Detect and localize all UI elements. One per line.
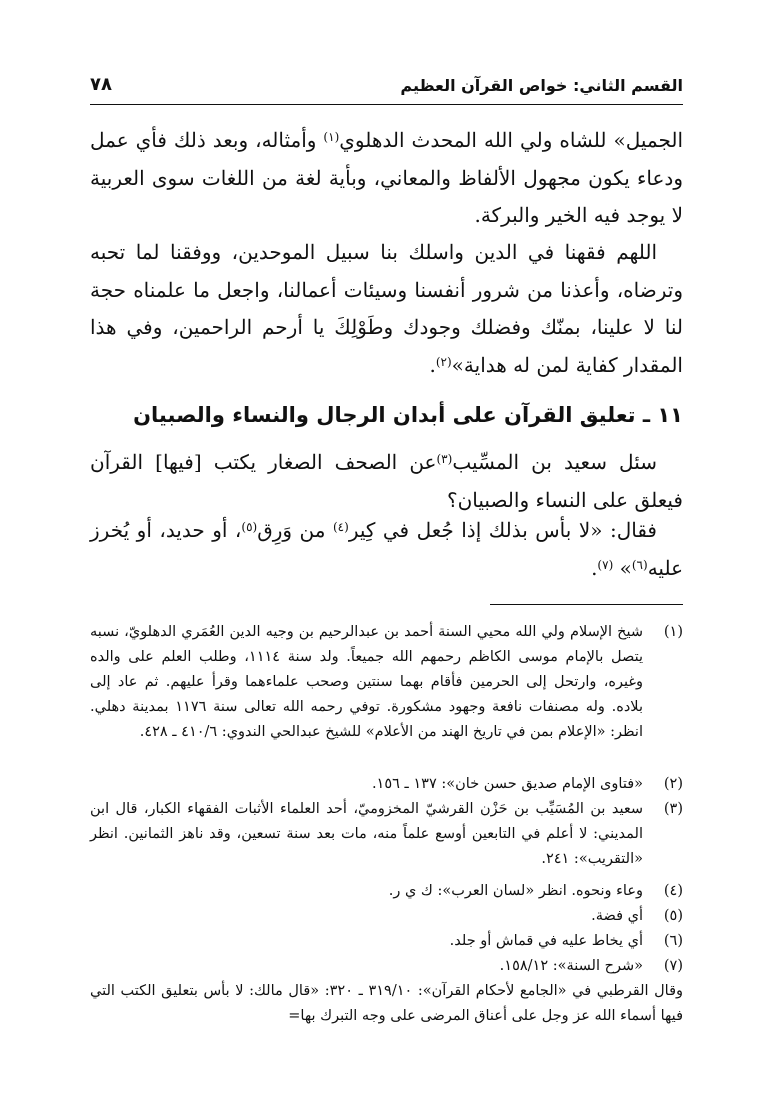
header-rule xyxy=(90,104,683,105)
footnote-text: سعيد بن المُسَيِّب بن حَزْن القرشيّ المخزوميّ، أحد العلماء الأثبات الفقهاء الكبار، قال ابن المديني: لا أعلم في التابعين أوسع علماً منه، مات بعد سنة تسعين، وقد ناهز الثمانين. انظر «التقريب»: ٢٤١. xyxy=(90,801,643,867)
footnote-ref-2: (٢) xyxy=(435,354,452,369)
footnote-text: وعاء ونحوه. انظر «لسان العرب»: ك ي ر. xyxy=(388,883,643,899)
footnote-number: (٦) xyxy=(663,933,683,949)
footnote-text: أي فضة. xyxy=(591,908,643,924)
footnote-ref-1: (١) xyxy=(323,130,340,144)
footnote-text: أي يخاط عليه في قماش أو جلد. xyxy=(449,933,643,949)
footnote-ref-7: (٧) xyxy=(597,557,614,572)
footnote-1 xyxy=(90,620,683,745)
section-title: القسم الثاني: خواص القرآن العظيم xyxy=(400,76,683,95)
footnote-number: (٧) xyxy=(663,958,683,974)
page-number: ٧٨ xyxy=(90,74,112,95)
footnote-continuation: وقال القرطبي في «الجامع لأحكام القرآن»: ٣١٩/١٠ ـ ٣٢٠: «قال مالك: لا بأس بتعليق الكتب التي فيها أسماء الله عز وجل على أعناق المرضى على وجه التبرك بها= xyxy=(90,983,683,1024)
footnote-4 xyxy=(90,879,683,904)
footnote-number: (٤) xyxy=(663,883,683,899)
paragraph-2: اللهم فقهنا في الدين واسلك بنا سبيل الموحدين، ووفقنا لما تحبه وترضاه، وأعذنا من شرور أنفسنا وسيئات أعمالنا، واجعل ما علمناه حجة لنا لا علينا، بمنّك وفضلك وجودك وطَوْلِكَ يا أرحم الراحمين، وفي هذا المقدار كفاية لمن له هداية»$^{(٢)}$. xyxy=(90,240,683,377)
footnote-3 xyxy=(90,797,683,872)
footnote-number: (٥) xyxy=(663,908,683,924)
paragraph-1: الجميل» للشاه ولي الله المحدث الدهلوي$^{(١)}$ وأمثاله، وبعد ذلك فأي عمل ودعاء يكون مجهول الألفاظ والمعاني، وبأية لغة من اللغات سوى العربية لا يوجد فيه الخير والبركة. xyxy=(90,128,683,227)
footnote-7 xyxy=(90,954,683,979)
footnote-number: (٢) xyxy=(663,776,683,792)
footnote-number: (١) xyxy=(663,624,683,640)
footnote-2 xyxy=(90,772,683,797)
footnote-6 xyxy=(90,929,683,954)
footnote-ref-6: (٦) xyxy=(631,557,648,572)
footnote-text: «فتاوى الإمام صديق حسن خان»: ١٣٧ ـ ١٥٦. xyxy=(371,776,643,792)
footnote-text: «شرح السنة»: ١٥٨/١٢. xyxy=(499,958,643,974)
footnote-ref-3: (٣) xyxy=(436,452,453,466)
footnote-ref-5: (٥) xyxy=(241,520,258,534)
footnote-separator xyxy=(490,604,683,605)
answer-paragraph: فقال: «لا بأس بذلك إذا جُعل في كِير$^{(٤)}$ من وَرِق$^{(٥)}$، أو حديد، أو يُخرز عليه$^{(٦)}$» $^{(٧)}$. xyxy=(90,518,683,580)
running-header xyxy=(90,72,683,102)
question-paragraph: سئل سعيد بن المسِّيب$^{(٣)}$عن الصحف الصغار يكتب [فيها] القرآن فيعلق على النساء والصبيان؟ xyxy=(90,450,683,512)
section-heading: ١١ ـ تعليق القرآن على أبدان الرجال والنساء والصبيان xyxy=(133,403,683,427)
footnote-ref-4: (٤) xyxy=(332,520,349,534)
footnote-text: شيخ الإسلام ولي الله محيي السنة أحمد بن عبدالرحيم بن وجيه الدين العُمَري الدهلويّ، نسبه يتصل بالإمام موسى الكاظم رحمهم الله جميعاً. ولد سنة ١١١٤، وطلب العلم على والده وغيره، وارتحل إلى الحرمين فأقام بهما سنتين وصحب علماءهما وقرأ عليهم. ثم عاد إلى بلاده. وله مصنفات نافعة وجهود مشكورة. توفي رحمه الله تعالى سنة ١١٧٦ بمدينة دهلي. انظر: «الإعلام بمن في تاريخ الهند من الأعلام» للشيخ عبدالحي الندوي: ٤١٠/٦ ـ ٤٢٨. xyxy=(90,624,643,740)
footnote-5 xyxy=(90,904,683,929)
footnote-number: (٣) xyxy=(663,801,683,817)
